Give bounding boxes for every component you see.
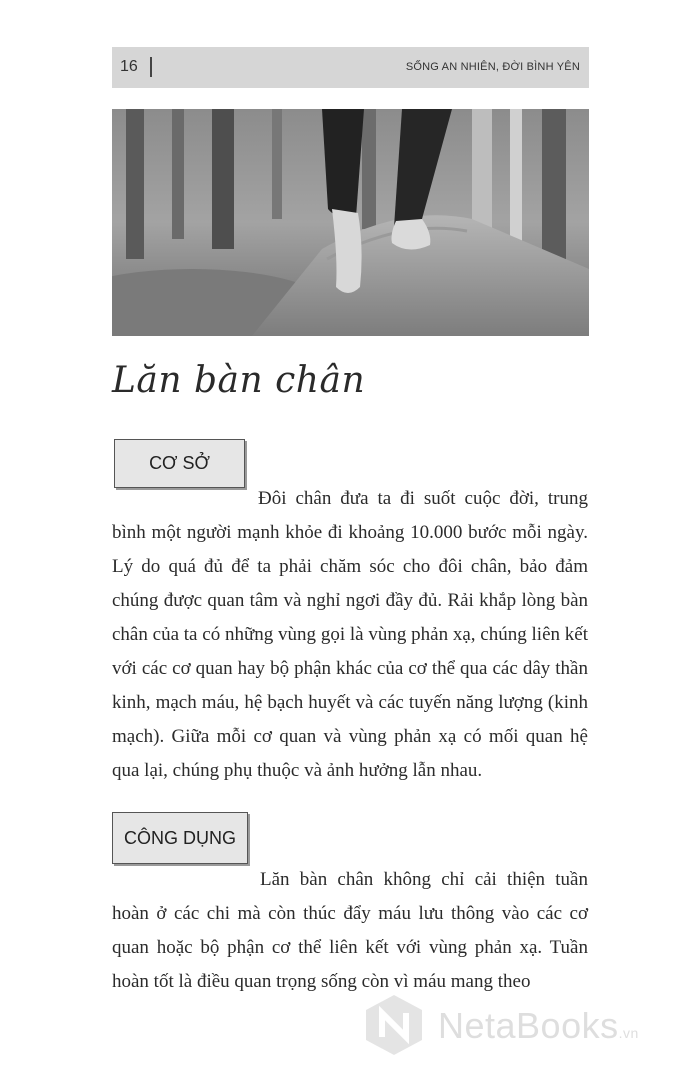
section-title: Lăn bàn chân [112, 360, 366, 401]
label-basis [114, 439, 245, 488]
watermark-text [438, 1005, 639, 1047]
watermark [362, 993, 692, 1057]
page-header [112, 47, 589, 88]
watermark-brand: NetaBooks [438, 1005, 619, 1046]
netabooks-hexagon-logo-icon [362, 993, 426, 1057]
basis-paragraph: Đôi chân đưa ta đi suốt cuộc đời, trung bình một người mạnh khỏe đi khoảng 10.000 bước mỗi ngày. Lý do quá đủ để ta phải chăm sóc cho đôi chân, bảo đảm chúng được quan tâm và nghỉ ngơi đầy đủ. Rải khắp lòng bàn chân của ta có những vùng gọi là vùng phản xạ, chúng liên kết với các cơ quan hay bộ phận khác của cơ thể qua các dây thần kinh, mạch máu, hệ bạch huyết và các tuyến năng lượng (kinh mạch). Giữa mỗi cơ quan và vùng phản xạ có mối quan hệ qua lại, chúng phụ thuộc và ảnh hưởng lẫn nhau. [112, 488, 588, 781]
benefits-paragraph: Lăn bàn chân không chỉ cải thiện tuần hoàn ở các chi mà còn thúc đẩy máu lưu thông vào các cơ quan hoặc bộ phận cơ thể liên kết với vùng phản xạ. Tuần hoàn tốt là điều quan trọng sống còn vì máu mang theo [112, 869, 588, 992]
label-basis-text: CƠ SỞ [149, 453, 210, 473]
header-separator [150, 57, 152, 77]
label-benefits [112, 812, 248, 864]
running-title: SỐNG AN NHIÊN, ĐỜI BÌNH YÊN [405, 61, 580, 73]
watermark-suffix: .vn [618, 1025, 639, 1041]
barefoot-walking-photo [112, 109, 589, 336]
page-number: 16 [120, 58, 138, 75]
label-benefits-text: CÔNG DỤNG [124, 827, 236, 848]
